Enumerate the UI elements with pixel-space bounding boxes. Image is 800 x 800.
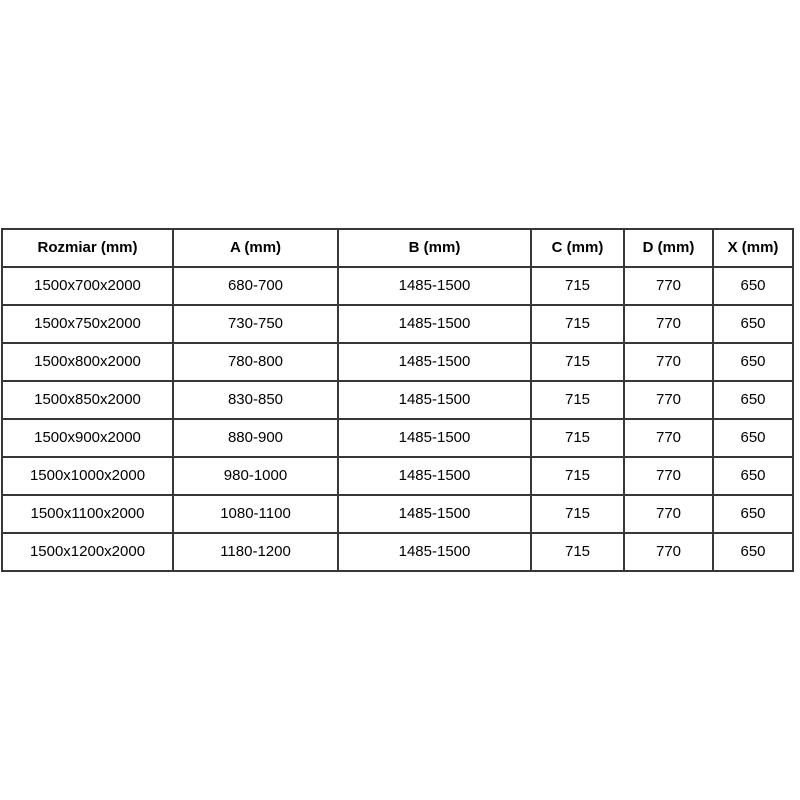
table-cell: 715 (531, 267, 624, 305)
table-cell: 770 (624, 495, 713, 533)
table-cell: 1080-1100 (173, 495, 338, 533)
table-cell: 1485-1500 (338, 419, 531, 457)
table-cell: 880-900 (173, 419, 338, 457)
table-row (2, 419, 793, 457)
table-cell: 1485-1500 (338, 533, 531, 571)
table-cell: 1500x900x2000 (2, 419, 173, 457)
table-cell: 1485-1500 (338, 495, 531, 533)
table-cell: 770 (624, 533, 713, 571)
table-cell: 650 (713, 343, 793, 381)
table-cell: 1500x1100x2000 (2, 495, 173, 533)
table-cell: 1485-1500 (338, 457, 531, 495)
table-cell: 1500x1200x2000 (2, 533, 173, 571)
table-cell: 650 (713, 457, 793, 495)
table-cell: 1485-1500 (338, 381, 531, 419)
table-cell: 770 (624, 305, 713, 343)
table-cell: 1500x800x2000 (2, 343, 173, 381)
table-cell: 830-850 (173, 381, 338, 419)
table-cell: 650 (713, 381, 793, 419)
table-row (2, 305, 793, 343)
table-cell: 715 (531, 381, 624, 419)
table-cell: 715 (531, 419, 624, 457)
column-header: A (mm) (173, 229, 338, 267)
dimensions-table (1, 228, 794, 572)
table-cell: 1500x850x2000 (2, 381, 173, 419)
table-row (2, 343, 793, 381)
table-cell: 715 (531, 495, 624, 533)
table-cell: 1500x750x2000 (2, 305, 173, 343)
table-cell: 730-750 (173, 305, 338, 343)
table-row (2, 495, 793, 533)
column-header: Rozmiar (mm) (2, 229, 173, 267)
table-cell: 1485-1500 (338, 267, 531, 305)
table-cell: 650 (713, 533, 793, 571)
table-row (2, 533, 793, 571)
table-cell: 650 (713, 495, 793, 533)
column-header: X (mm) (713, 229, 793, 267)
table-cell: 1180-1200 (173, 533, 338, 571)
column-header: D (mm) (624, 229, 713, 267)
table-cell: 980-1000 (173, 457, 338, 495)
table-cell: 650 (713, 267, 793, 305)
table-cell: 1485-1500 (338, 305, 531, 343)
table-cell: 1500x1000x2000 (2, 457, 173, 495)
table-cell: 770 (624, 457, 713, 495)
table-row (2, 457, 793, 495)
table-cell: 650 (713, 305, 793, 343)
table-cell: 770 (624, 267, 713, 305)
table-cell: 680-700 (173, 267, 338, 305)
header-row (2, 229, 793, 267)
dimensions-table-container (1, 228, 794, 572)
table-cell: 770 (624, 419, 713, 457)
table-cell: 770 (624, 381, 713, 419)
table-cell: 715 (531, 305, 624, 343)
table-cell: 715 (531, 343, 624, 381)
table-cell: 770 (624, 343, 713, 381)
table-cell: 650 (713, 419, 793, 457)
table-header (2, 229, 793, 267)
table-cell: 780-800 (173, 343, 338, 381)
table-cell: 715 (531, 457, 624, 495)
table-row (2, 381, 793, 419)
column-header: C (mm) (531, 229, 624, 267)
table-cell: 715 (531, 533, 624, 571)
table-row (2, 267, 793, 305)
column-header: B (mm) (338, 229, 531, 267)
table-cell: 1485-1500 (338, 343, 531, 381)
table-cell: 1500x700x2000 (2, 267, 173, 305)
table-body (2, 267, 793, 571)
